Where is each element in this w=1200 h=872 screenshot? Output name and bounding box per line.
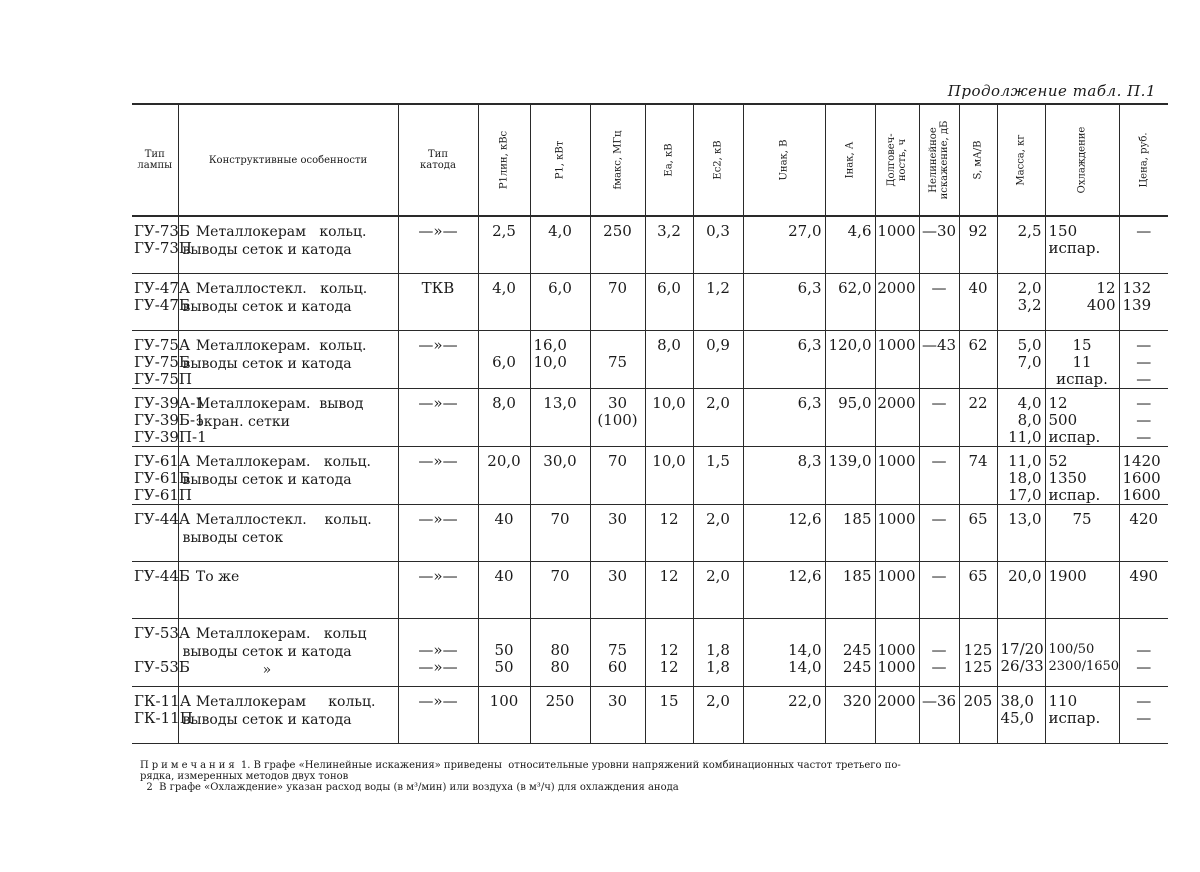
cell-u: 22,0	[743, 686, 825, 743]
cell-p1: 16,0 10,0	[530, 330, 590, 388]
cell-u: 14,0 14,0	[743, 618, 825, 686]
cell-p1: 250	[530, 686, 590, 743]
cell-ec2: 2,0	[693, 686, 743, 743]
cell-type: ГУ-73Б ГУ-73П	[132, 216, 178, 273]
cell-u: 12,6	[743, 561, 825, 618]
cell-desc: Металлокерам кольц. выводы сеток и катода	[178, 216, 398, 273]
cell-cathode: —»—	[398, 686, 478, 743]
cell-price: 490	[1119, 561, 1168, 618]
cell-i: 320	[825, 686, 875, 743]
cell-p1: 4,0	[530, 216, 590, 273]
cell-distortion: —36	[919, 686, 959, 743]
cell-p-lin: 2,5	[478, 216, 530, 273]
cell-f: 70	[590, 446, 645, 504]
cell-ec2: 2,0	[693, 388, 743, 446]
cell-mass: 11,0 18,0 17,0	[997, 446, 1045, 504]
cell-ec2: 2,0	[693, 561, 743, 618]
cell-distortion: —43	[919, 330, 959, 388]
header-row	[132, 104, 1168, 216]
cell-f: 30	[590, 504, 645, 561]
cell-u: 6,3	[743, 388, 825, 446]
cell-mass: 20,0	[997, 561, 1045, 618]
cell-mass: 2,0 3,2	[997, 273, 1045, 330]
cell-desc: Металлокерам. кольц выводы сеток и катода »	[178, 618, 398, 686]
cell-type: ГК-11А ГК-11П	[132, 686, 178, 743]
cell-ea: 12	[645, 504, 693, 561]
cell-type: ГУ-53А ГУ-53Б	[132, 618, 178, 686]
table-row	[132, 216, 1168, 273]
cell-s: 65	[959, 561, 997, 618]
cell-u: 12,6	[743, 504, 825, 561]
cell-life: 2000	[875, 686, 919, 743]
cell-p-lin: 20,0	[478, 446, 530, 504]
header-ea: Eа, кВ	[645, 104, 693, 216]
cell-type: ГУ-61А ГУ-61Б ГУ-61П	[132, 446, 178, 504]
cell-life: 1000	[875, 446, 919, 504]
table-notes	[140, 760, 1180, 793]
cell-f: 75 60	[590, 618, 645, 686]
cell-desc: Металлокерам. кольц. выводы сеток и катода	[178, 446, 398, 504]
cell-distortion: — —	[919, 618, 959, 686]
cell-ea: 15	[645, 686, 693, 743]
cell-ec2: 2,0	[693, 504, 743, 561]
header-p-lin: P1лин, кВс	[478, 104, 530, 216]
table-row	[132, 504, 1168, 561]
cell-cooling: 150 испар.	[1045, 216, 1119, 273]
header-s: S, мА/В	[959, 104, 997, 216]
cell-u: 6,3	[743, 330, 825, 388]
table-row	[132, 561, 1168, 618]
cell-s: 205	[959, 686, 997, 743]
cell-desc: Металлостекл. кольц. выводы сеток и катода	[178, 273, 398, 330]
cell-f: 30 (100)	[590, 388, 645, 446]
header-mass: Масса, кг	[997, 104, 1045, 216]
notes-line-1: Примечания 1. В графе «Нелинейные искажения» приведены относительные уровни напряжений комбинационных частот третьего по-	[140, 760, 901, 771]
table-row	[132, 330, 1168, 388]
cell-i: 139,0	[825, 446, 875, 504]
cell-price: 132 139	[1119, 273, 1168, 330]
cell-desc: Металлокерам. вывод экран. сетки	[178, 388, 398, 446]
cell-p-lin: 8,0	[478, 388, 530, 446]
header-price: Цена, руб.	[1119, 104, 1168, 216]
cell-s: 125 125	[959, 618, 997, 686]
cell-cathode: —»—	[398, 504, 478, 561]
cell-cooling: 100/50 2300/1650	[1045, 618, 1119, 686]
cell-distortion: —30	[919, 216, 959, 273]
cell-ec2: 1,2	[693, 273, 743, 330]
cell-cathode: —»—	[398, 561, 478, 618]
tubes-table	[132, 103, 1168, 744]
cell-cooling: 52 1350 испар.	[1045, 446, 1119, 504]
cell-desc: Металлокерам. кольц. выводы сеток и катода	[178, 330, 398, 388]
cell-p1: 70	[530, 561, 590, 618]
cell-i: 185	[825, 504, 875, 561]
notes-line-2: рядка, измеренных методов двух тонов	[140, 771, 349, 782]
cell-type: ГУ-47А ГУ-47Б	[132, 273, 178, 330]
cell-life: 2000	[875, 388, 919, 446]
cell-mass: 17/20 26/33	[997, 618, 1045, 686]
cell-cooling: 75	[1045, 504, 1119, 561]
cell-i: 62,0	[825, 273, 875, 330]
cell-i: 95,0	[825, 388, 875, 446]
cell-cooling: 12 400	[1045, 273, 1119, 330]
header-i: Iнак, А	[825, 104, 875, 216]
cell-s: 62	[959, 330, 997, 388]
cell-s: 74	[959, 446, 997, 504]
cell-type: ГУ-44А	[132, 504, 178, 561]
cell-s: 92	[959, 216, 997, 273]
cell-type: ГУ-44Б	[132, 561, 178, 618]
header-cooling: Охлаждение	[1045, 104, 1119, 216]
cell-price: — — —	[1119, 388, 1168, 446]
cell-p1: 13,0	[530, 388, 590, 446]
header-f: fмакс, МГц	[590, 104, 645, 216]
cell-distortion: —	[919, 504, 959, 561]
cell-ea: 10,0	[645, 446, 693, 504]
cell-cathode: —»—	[398, 330, 478, 388]
cell-ea: 6,0	[645, 273, 693, 330]
cell-i: 4,6	[825, 216, 875, 273]
cell-cooling: 12 500 испар.	[1045, 388, 1119, 446]
cell-life: 1000	[875, 330, 919, 388]
cell-cathode: —»—	[398, 388, 478, 446]
cell-s: 40	[959, 273, 997, 330]
cell-p-lin: 100	[478, 686, 530, 743]
header-life: Долговеч- ность, ч	[875, 104, 919, 216]
cell-f: 30	[590, 561, 645, 618]
table-row	[132, 686, 1168, 743]
header-p1: P1, кВт	[530, 104, 590, 216]
cell-life: 1000	[875, 561, 919, 618]
cell-distortion: —	[919, 388, 959, 446]
cell-desc: Металлокерам кольц. выводы сеток и катода	[178, 686, 398, 743]
cell-price: 420	[1119, 504, 1168, 561]
cell-u: 8,3	[743, 446, 825, 504]
cell-mass: 2,5	[997, 216, 1045, 273]
cell-mass: 5,0 7,0	[997, 330, 1045, 388]
cell-u: 27,0	[743, 216, 825, 273]
table-row	[132, 273, 1168, 330]
cell-cathode: —»— —»—	[398, 618, 478, 686]
notes-label: Примечания	[140, 760, 238, 771]
cell-ec2: 0,9	[693, 330, 743, 388]
cell-type: ГУ-39А-1 ГУ-39Б-1 ГУ-39П-1	[132, 388, 178, 446]
table-caption: Продолжение табл. П.1	[947, 82, 1156, 100]
table-row	[132, 618, 1168, 686]
cell-price: — —	[1119, 618, 1168, 686]
cell-u: 6,3	[743, 273, 825, 330]
cell-p-lin: 40	[478, 504, 530, 561]
header-desc: Конструктивные особенности	[178, 104, 398, 216]
cell-distortion: —	[919, 561, 959, 618]
cell-s: 22	[959, 388, 997, 446]
cell-s: 65	[959, 504, 997, 561]
cell-ea: 3,2	[645, 216, 693, 273]
cell-ea: 10,0	[645, 388, 693, 446]
cell-ea: 8,0	[645, 330, 693, 388]
cell-life: 1000 1000	[875, 618, 919, 686]
cell-p1: 70	[530, 504, 590, 561]
cell-price: —	[1119, 216, 1168, 273]
cell-life: 1000	[875, 504, 919, 561]
cell-p1: 6,0	[530, 273, 590, 330]
cell-p-lin: 40	[478, 561, 530, 618]
cell-ec2: 1,5	[693, 446, 743, 504]
header-type: Тип лампы	[132, 104, 178, 216]
cell-cooling: 110 испар.	[1045, 686, 1119, 743]
cell-cathode: ТКВ	[398, 273, 478, 330]
cell-i: 245 245	[825, 618, 875, 686]
cell-f: 70	[590, 273, 645, 330]
cell-price: 1420 1600 1600	[1119, 446, 1168, 504]
cell-f: 75	[590, 330, 645, 388]
cell-mass: 4,0 8,0 11,0	[997, 388, 1045, 446]
cell-ea: 12	[645, 561, 693, 618]
cell-mass: 38,0 45,0	[997, 686, 1045, 743]
cell-i: 185	[825, 561, 875, 618]
cell-life: 2000	[875, 273, 919, 330]
cell-cathode: —»—	[398, 216, 478, 273]
cell-mass: 13,0	[997, 504, 1045, 561]
cell-f: 30	[590, 686, 645, 743]
cell-distortion: —	[919, 273, 959, 330]
cell-ea: 12 12	[645, 618, 693, 686]
cell-cooling: 1900	[1045, 561, 1119, 618]
header-distortion: Нелинейное искажение, дБ	[919, 104, 959, 216]
notes-line-3: 2 В графе «Охлаждение» указан расход воды (в м³/мин) или воздуха (в м³/ч) для охлаждения анода	[140, 782, 679, 793]
cell-p-lin: 6,0	[478, 330, 530, 388]
cell-i: 120,0	[825, 330, 875, 388]
cell-distortion: —	[919, 446, 959, 504]
cell-ec2: 1,8 1,8	[693, 618, 743, 686]
cell-ec2: 0,3	[693, 216, 743, 273]
cell-p1: 80 80	[530, 618, 590, 686]
cell-life: 1000	[875, 216, 919, 273]
cell-p-lin: 4,0	[478, 273, 530, 330]
cell-price: — —	[1119, 686, 1168, 743]
cell-cooling: 15 11 испар.	[1045, 330, 1119, 388]
cell-p-lin: 50 50	[478, 618, 530, 686]
header-u: Uнак, В	[743, 104, 825, 216]
cell-cathode: —»—	[398, 446, 478, 504]
header-ec2: Ec2, кВ	[693, 104, 743, 216]
header-cathode: Тип катода	[398, 104, 478, 216]
table-row	[132, 446, 1168, 504]
table-row	[132, 388, 1168, 446]
cell-desc: То же	[178, 561, 398, 618]
cell-type: ГУ-75А ГУ-75Б ГУ-75П	[132, 330, 178, 388]
cell-p1: 30,0	[530, 446, 590, 504]
cell-price: — — —	[1119, 330, 1168, 388]
cell-f: 250	[590, 216, 645, 273]
cell-desc: Металлостекл. кольц. выводы сеток	[178, 504, 398, 561]
